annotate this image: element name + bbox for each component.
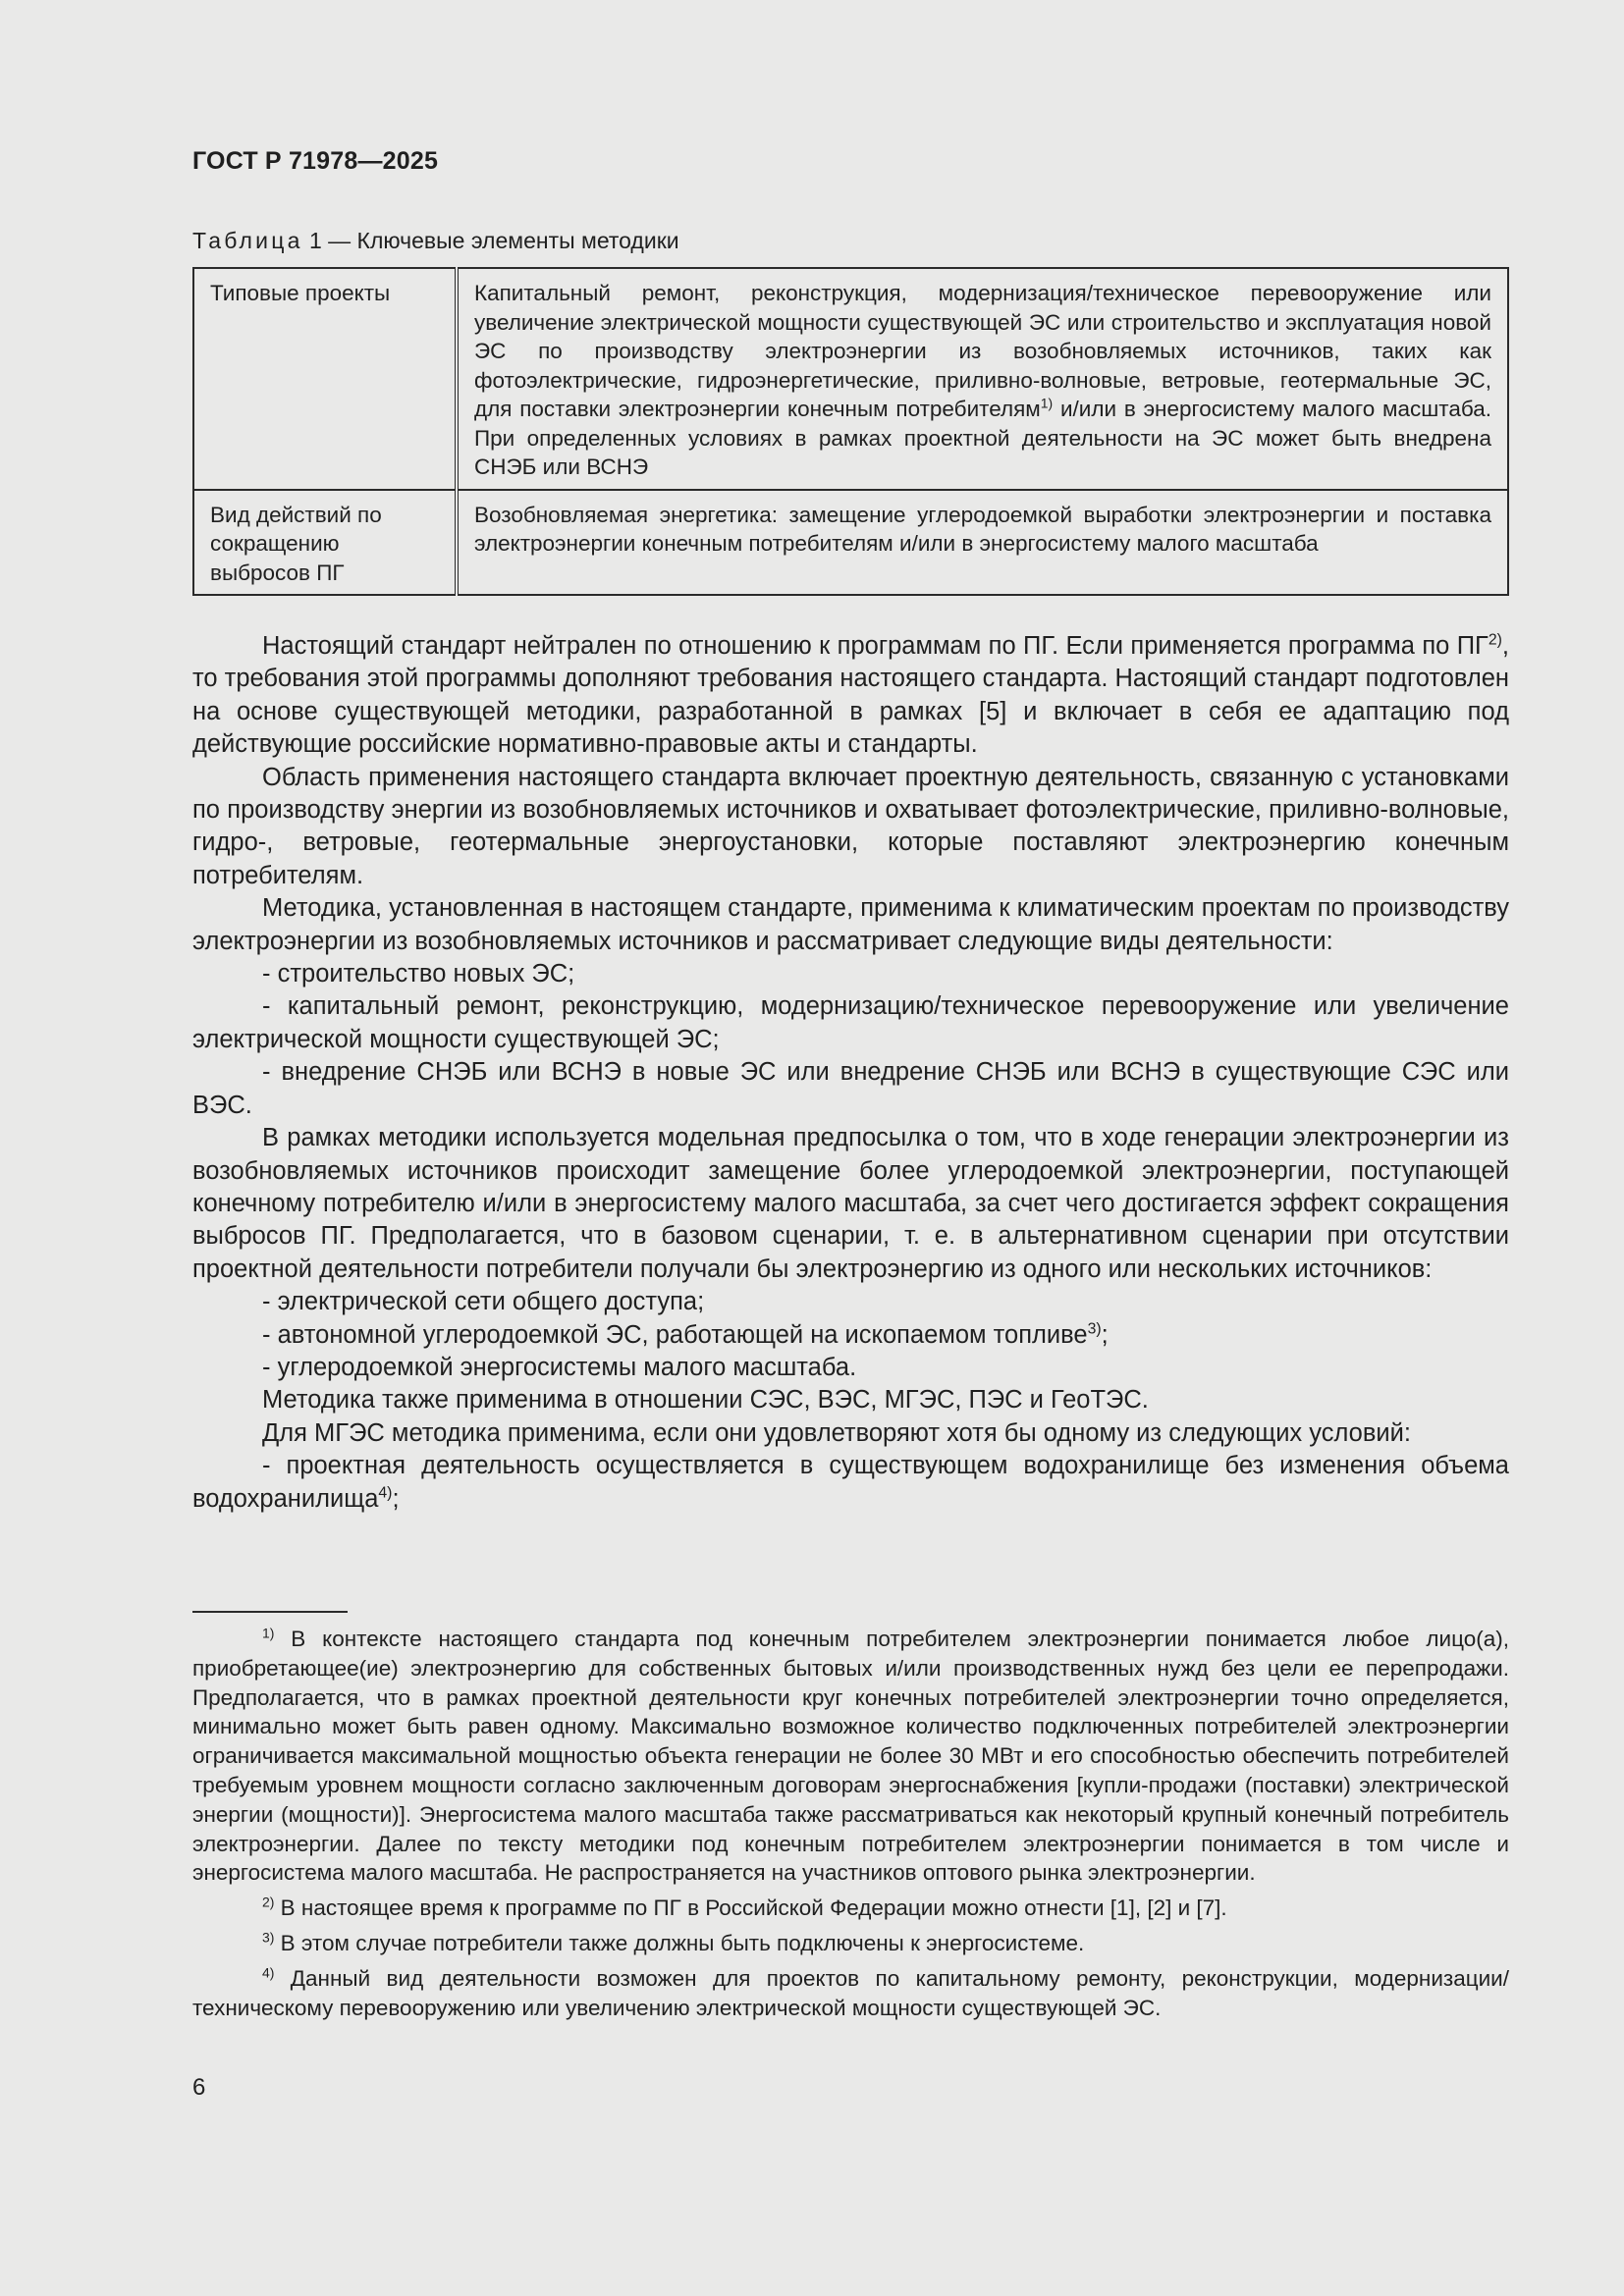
paragraph: Методика также применима в отношении СЭС, ВЭС, МГЭС, ПЭС и ГеоТЭС. bbox=[262, 1386, 1149, 1415]
list-item: - строительство новых ЭС; bbox=[262, 960, 575, 988]
document-code: ГОСТ Р 71978—2025 bbox=[192, 147, 439, 175]
table-cell-label: Типовые проекты bbox=[193, 268, 457, 490]
text: , то требования этой программы дополняют требования настоящего стандарта. Настоящий стандарт подготовлен на основе существующей методики, разработанной в рамках [5] и включает в себя ее адаптацию под действующие российские нормативно-правовые акты и стандарты. bbox=[192, 632, 1509, 759]
text: - автономной углеродоемкой ЭС, работающей на ископаемом топливе bbox=[262, 1320, 1088, 1349]
table-cell-text: и/или в энергосистему малого масштаба. При определенных условиях в рамках проектной деятельности на ЭС может быть внедрена СНЭБ или ВСНЭ bbox=[474, 397, 1491, 479]
footnote-ref: 3) bbox=[1087, 1320, 1102, 1338]
footnote-text: В контексте настоящего стандарта под конечным потребителем электроэнергии понимается любое лицо(а), приобретающее(ие) электроэнергию для собственных бытовых и/или производственных нужд без цели ее перепродажи. Предполагается, что в рамках проектной деятельности круг конечных потребителей электроэнергии точно определяется, минимально может быть равен одному. Максимально возможное количество подключенных потребителей электроэнергии ограничивается максимальной мощностью объекта генерации не более 30 МВт и его способностью обеспечить потребителей требуемым уровнем мощности согласно заключенным договорам энергоснабжения [купли-продажи (поставки) электрической энергии (мощности)]. Энергосистема малого масштаба также рассматриваться как некоторый крупный конечный потребитель электроэнергии. Далее по тексту методики под конечным потребителем электроэнергии понимается в том числе и энергосистема малого масштаба. Не распространяется на участников оптового рынка электроэнергии. bbox=[192, 1627, 1509, 1886]
footnote bbox=[192, 1929, 1509, 1958]
footnote bbox=[192, 1894, 1509, 1923]
footnotes bbox=[192, 1625, 1509, 2028]
paragraph: Область применения настоящего стандарта включает проектную деятельность, связанную с установками по производству энергии из возобновляемых источников и охватывает фотоэлектрические, приливно-волновые, гидро-, ветровые, геотермальные энергоустановки, которые поставляют электроэнергию конечным потребителям. bbox=[192, 763, 1509, 889]
footnote-mark: 3) bbox=[262, 1929, 275, 1946]
text: ; bbox=[1101, 1320, 1109, 1349]
table-row bbox=[193, 490, 1508, 596]
table-cell-text: Капитальный ремонт, реконструкция, модернизация/техническое перевооружение или увеличение электрической мощности существующей ЭС или строительство и эксплуатация новой ЭС по производству электроэнергии из возобновляемых источников, таких как фотоэлектрические, гидроэнергетические, приливно-волновые, ветровые, геотермальные ЭС, для поставки электроэнергии конечным потребителям bbox=[474, 281, 1491, 421]
table-caption-label: Таблица bbox=[192, 228, 303, 253]
table-caption bbox=[192, 228, 679, 254]
footnote-ref: 1) bbox=[1040, 395, 1054, 411]
text: Настоящий стандарт нейтрален по отношению к программам по ПГ. Если применяется программа по ПГ bbox=[262, 632, 1489, 660]
footnote-mark: 2) bbox=[262, 1894, 275, 1910]
table-cell-value bbox=[457, 268, 1508, 490]
table-row bbox=[193, 268, 1508, 490]
footnote bbox=[192, 1625, 1509, 1888]
paragraph: Методика, установленная в настоящем стандарте, применима к климатическим проектам по производству электроэнергии из возобновляемых источников и рассматривает следующие виды деятельности: bbox=[192, 894, 1509, 955]
page-number: 6 bbox=[192, 2074, 206, 2101]
footnote-mark: 4) bbox=[262, 1964, 275, 1981]
paragraph: Для МГЭС методика применима, если они удовлетворяют хотя бы одному из следующих условий: bbox=[262, 1418, 1411, 1447]
key-elements-table bbox=[192, 267, 1509, 596]
paragraph bbox=[192, 630, 1509, 762]
footnote-mark: 1) bbox=[262, 1625, 275, 1641]
body-text bbox=[192, 630, 1509, 1516]
text: ; bbox=[392, 1484, 400, 1513]
footnote-ref: 4) bbox=[378, 1484, 393, 1502]
list-item: - углеродоемкой энергосистемы малого масштаба. bbox=[262, 1353, 857, 1381]
text: - проектная деятельность осуществляется в существующем водохранилище без изменения объема водохранилища bbox=[192, 1452, 1509, 1513]
table-caption-title: 1 — Ключевые элементы методики bbox=[302, 228, 679, 253]
paragraph: В рамках методики используется модельная предпосылка о том, что в ходе генерации электроэнергии из возобновляемых источников происходит замещение более углеродоемкой электроэнергии, поступающей конечному потребителю и/или в энергосистему малого масштаба, за счет чего достигается эффект сокращения выбросов ПГ. Предполагается, что в базовом сценарии, т. е. в альтернативном сценарии при отсутствии проектной деятельности потребители получали бы электроэнергию из одного или нескольких источников: bbox=[192, 1124, 1509, 1283]
footnote-divider bbox=[192, 1611, 348, 1613]
list-item: - электрической сети общего доступа; bbox=[262, 1288, 705, 1316]
footnote bbox=[192, 1964, 1509, 2023]
table-cell-label: Вид действий по сокращению выбросов ПГ bbox=[193, 490, 457, 596]
footnote-text: Данный вид деятельности возможен для проектов по капитальному ремонту, реконструкции, модернизации/техническому перевооружению или увеличению электрической мощности существующей ЭС. bbox=[192, 1965, 1509, 2020]
footnote-ref: 2) bbox=[1488, 631, 1502, 649]
list-item: - капитальный ремонт, реконструкцию, модернизацию/техническое перевооружение или увеличение электрической мощности существующей ЭС; bbox=[192, 992, 1509, 1053]
list-item bbox=[192, 1319, 1509, 1352]
list-item bbox=[192, 1450, 1509, 1516]
footnote-text: В настоящее время к программе по ПГ в Российской Федерации можно отнести [1], [2] и [7]. bbox=[274, 1896, 1227, 1921]
list-item: - внедрение СНЭБ или ВСНЭ в новые ЭС или внедрение СНЭБ или ВСНЭ в существующие СЭС или ВЭС. bbox=[192, 1058, 1509, 1119]
table-cell-value: Возобновляемая энергетика: замещение углеродоемкой выработки электроэнергии и поставка электроэнергии конечным потребителям и/или в энергосистему малого масштаба bbox=[457, 490, 1508, 596]
footnote-text: В этом случае потребители также должны быть подключены к энергосистеме. bbox=[274, 1930, 1085, 1955]
